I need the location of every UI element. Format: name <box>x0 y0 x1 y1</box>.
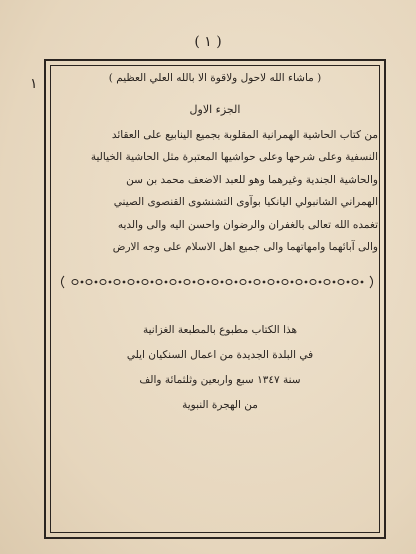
ornament-dot <box>207 281 209 283</box>
intro-line: النسفية وعلى شرحها وعلى حواشيها المعتبرة مثل الحاشية الخيالية <box>90 151 378 164</box>
ornament-dot <box>291 281 293 283</box>
ornament-loop <box>310 280 316 285</box>
ornamental-divider <box>58 274 376 290</box>
ornament-dot <box>319 281 321 283</box>
page-number: ( ١ ) <box>194 34 222 50</box>
ornament-dot <box>151 281 153 283</box>
ornament-loop <box>156 280 162 285</box>
margin-mark: ١ <box>30 76 38 92</box>
ornament-loop <box>72 280 78 285</box>
colophon-line: سنة ١٣٤٧ سبع واربعين وثلثمائة والف <box>139 374 301 386</box>
ornament-dot <box>361 281 363 283</box>
colophon <box>70 318 370 418</box>
ornament-dot <box>109 281 111 283</box>
ornament-loop <box>254 280 260 285</box>
ornament-loop <box>100 280 106 285</box>
ornament-dot <box>263 281 265 283</box>
ornament-dot <box>193 281 195 283</box>
ornament-dot <box>123 281 125 283</box>
ornament-dot <box>347 281 349 283</box>
part-title: الجزء الاول <box>189 103 241 116</box>
ornament-dot <box>179 281 181 283</box>
intro-line: والحاشية الجندية وغيرهما وهو للعبد الاضعف محمد بن سن <box>126 173 378 186</box>
ornament-loop <box>212 280 218 285</box>
ornament-loop <box>282 280 288 285</box>
ornament-dot <box>165 281 167 283</box>
ornament-loop <box>184 280 190 285</box>
ornament-dot <box>221 281 223 283</box>
ornament-loop <box>296 280 302 285</box>
intro-line: والى آبائهما وامهاتهما والى جميع اهل الاسلام على وجه الارض <box>112 241 378 254</box>
ornament-loop <box>268 280 274 285</box>
colophon-line: من الهجرة النبوية <box>182 399 258 411</box>
ornament-loop <box>170 280 176 285</box>
ornament-dot <box>137 281 139 283</box>
ornament-loop <box>338 280 344 285</box>
ornament-dot <box>249 281 251 283</box>
colophon-line: هذا الكتاب مطبوع بالمطبعة الغزانية <box>142 324 298 336</box>
intro-line: من كتاب الحاشية الهمرانية المقلوبة بجميع الينابيع على العقائد <box>111 129 378 141</box>
ornament-loop <box>198 280 204 285</box>
ornament-loop <box>226 280 232 285</box>
ornament-loop <box>352 280 358 285</box>
ornament-dot <box>305 281 307 283</box>
ornament-dot <box>333 281 335 283</box>
ornament-loop <box>240 280 246 285</box>
intro-line: تغمده الله تعالى بالغفران والرضوان واحسن اليه والى والديه <box>117 218 378 231</box>
colophon-line: في البلدة الجديدة من اعمال السنكيان ايلي <box>126 349 314 361</box>
ornament-loop <box>86 280 92 285</box>
ornament-cap <box>62 276 65 288</box>
ornament-loop <box>114 280 120 285</box>
ornament-loop <box>142 280 148 285</box>
ornament-dot <box>81 281 83 283</box>
intro-line: الهمراني الشانبولي اليانكيا بوآوى التشنشوى القنصوى الصيني <box>113 196 378 209</box>
ornament-dot <box>277 281 279 283</box>
ornament-loop <box>324 280 330 285</box>
header-invocation: ( ماشاء الله لاحول ولاقوة الا بالله العلي العظيم ) <box>108 72 322 84</box>
intro-paragraph <box>60 124 378 258</box>
ornament-loop <box>128 280 134 285</box>
ornament-dot <box>95 281 97 283</box>
ornament-cap <box>370 276 373 288</box>
ornament-dot <box>235 281 237 283</box>
